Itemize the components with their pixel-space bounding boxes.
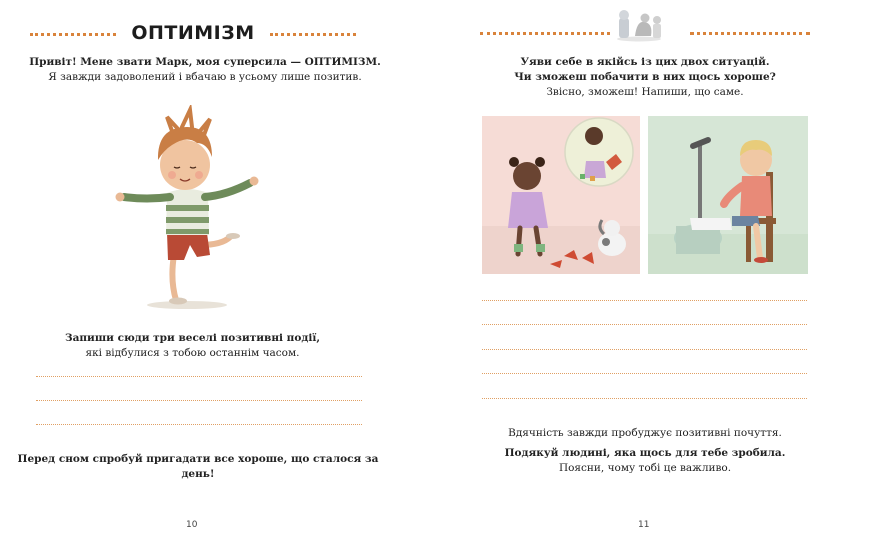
- page-title: ОПТИМІЗМ: [131, 22, 255, 44]
- bottom-note: Перед сном спробуй пригадати все хороше, що сталося за день!: [17, 453, 379, 480]
- page-number-right: 11: [638, 520, 650, 530]
- gratitude-text: Вдячність завжди пробуджує позитивні почуття.: [508, 427, 782, 439]
- write-line-right-4[interactable]: [482, 373, 807, 374]
- write-line-right-5[interactable]: [482, 398, 807, 399]
- header-dots-right: [690, 32, 810, 35]
- intro-line-1: Привіт! Мене звати Марк, моя суперсила — ОПТИМІЗМ.: [29, 56, 381, 68]
- write-line-1[interactable]: [36, 376, 362, 377]
- write-line-2[interactable]: [36, 400, 362, 401]
- title-dots-left: [30, 33, 116, 36]
- thanks-line-1: Подякуй людині, яка щось для тебе зробила.: [504, 447, 786, 459]
- prompt-line-2: які відбулися з тобою останнім часом.: [85, 347, 300, 359]
- intro-text: [10, 55, 400, 85]
- write-line-right-2[interactable]: [482, 324, 807, 325]
- header-dots-left: [480, 32, 610, 35]
- page-number-left: 10: [186, 520, 198, 530]
- situations-line-3: Звісно, зможеш! Напиши, що саме.: [546, 86, 744, 98]
- prompt-text: [0, 331, 385, 361]
- right-page: [435, 0, 870, 533]
- situations-line-1: Уяви себе в якійсь із цих двох ситуацій.: [520, 56, 770, 68]
- thanks-text: [480, 446, 810, 476]
- prompt-line-1: Запиши сюди три веселі позитивні події,: [65, 332, 320, 344]
- write-line-3[interactable]: [36, 424, 362, 425]
- situations-line-2: Чи зможеш побачити в них щось хороше?: [514, 71, 776, 83]
- thanks-line-2: Поясни, чому тобі це важливо.: [558, 462, 732, 474]
- write-line-right-1[interactable]: [482, 300, 807, 301]
- title-dots-right: [270, 33, 356, 36]
- girl-broken-vase-illustration: [482, 116, 640, 274]
- write-line-right-3[interactable]: [482, 349, 807, 350]
- animals-sketch: [613, 6, 665, 42]
- boy-illustration: [112, 105, 262, 310]
- boy-leg-cast-illustration: [648, 116, 808, 274]
- intro-line-2: Я завжди задоволений і вбачаю в усьому лише позитив.: [48, 71, 362, 83]
- situations-intro: [480, 55, 810, 100]
